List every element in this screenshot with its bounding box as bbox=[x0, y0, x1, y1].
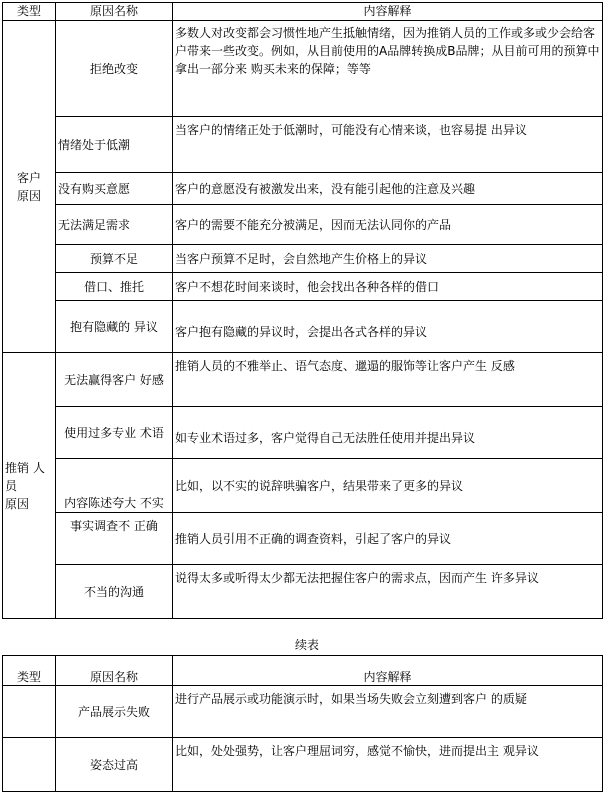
header-type: 类型 bbox=[3, 3, 56, 21]
table-row bbox=[3, 353, 603, 407]
reason-name: 预算不足 bbox=[56, 245, 173, 273]
reason-name: 没有购买意愿 bbox=[56, 173, 173, 205]
reason-name: 借口、推托 bbox=[56, 273, 173, 301]
header-desc: 内容解释 bbox=[173, 656, 603, 686]
reason-desc: 比如，处处强势，让客户理屈词穷，感觉不愉快，进而提出主 观异议 bbox=[173, 738, 603, 792]
reason-desc: 多数人对改变都会习惯性地产生抵触情绪，因为推销人员的工作或多或少会给客户带来一些改变。例如，从目前使用的A品牌转换成B品牌；从目前可用的预算中拿出一部分来 购买未来的保障；等等 bbox=[173, 21, 603, 117]
table-row bbox=[3, 513, 603, 565]
table-row bbox=[3, 273, 603, 301]
reason-desc: 推销人员引用不正确的调查资料，引起了客户的异议 bbox=[173, 513, 603, 565]
reason-desc: 客户的需要不能充分被满足，因而无法认同你的产品 bbox=[173, 205, 603, 245]
reason-name: 产品展示失败 bbox=[56, 686, 173, 738]
reason-name: 情绪处于低潮 bbox=[56, 117, 173, 173]
header-name: 原因名称 bbox=[56, 656, 173, 686]
table-row bbox=[3, 459, 603, 513]
reason-name: 抱有隐藏的 异议 bbox=[56, 301, 173, 353]
reason-name: 无法赢得客户 好感 bbox=[56, 353, 173, 407]
reason-name: 使用过多专业 术语 bbox=[56, 407, 173, 459]
reason-name: 拒绝改变 bbox=[56, 21, 173, 117]
reason-desc: 客户不想花时间来谈时，他会找出各种各样的借口 bbox=[173, 273, 603, 301]
table-row bbox=[3, 245, 603, 273]
reason-desc: 客户抱有隐藏的异议时，会提出各式各样的异议 bbox=[173, 301, 603, 353]
continued-label: 续表 bbox=[294, 638, 319, 652]
reason-desc: 如专业术语过多，客户觉得自己无法胜任使用并提出异议 bbox=[173, 407, 603, 459]
table-row bbox=[3, 21, 603, 117]
reason-desc: 进行产品展示或功能演示时，如果当场失败会立刻遭到客户 的质疑 bbox=[173, 686, 603, 738]
group-type-salesperson: 推销 人员 原因 bbox=[3, 353, 56, 619]
table-row bbox=[3, 686, 603, 738]
group-type-customer: 客户 原因 bbox=[3, 21, 56, 353]
reason-type bbox=[3, 738, 56, 792]
reason-desc: 比如，以不实的说辞哄骗客户，结果带来了更多的异议 bbox=[173, 459, 603, 513]
table-row bbox=[3, 173, 603, 205]
table-row bbox=[3, 117, 603, 173]
table-header-row bbox=[3, 656, 603, 686]
header-name: 原因名称 bbox=[56, 3, 173, 21]
reason-desc: 当客户预算不足时，会自然地产生价格上的异议 bbox=[173, 245, 603, 273]
reason-desc: 客户的意愿没有被激发出来，没有能引起他的注意及兴趣 bbox=[173, 173, 603, 205]
reasons-table bbox=[2, 2, 603, 619]
reason-desc: 推销人员的不雅举止、语气态度、邋遢的服饰等让客户产生 反感 bbox=[173, 353, 603, 407]
reason-name: 事实调查不 正确 bbox=[56, 513, 173, 565]
table-header-row bbox=[3, 3, 603, 21]
table-row bbox=[3, 301, 603, 353]
reason-desc: 当客户的情绪正处于低潮时，可能没有心情来谈，也容易提 出异议 bbox=[173, 117, 603, 173]
table-row bbox=[3, 407, 603, 459]
table-row bbox=[3, 205, 603, 245]
reason-name: 无法满足需求 bbox=[56, 205, 173, 245]
table-row bbox=[3, 565, 603, 619]
table-row bbox=[3, 738, 603, 792]
header-type: 类型 bbox=[3, 656, 56, 686]
reason-type bbox=[3, 686, 56, 738]
reason-name: 内容陈述夸大 不实 bbox=[56, 459, 173, 513]
reason-name: 姿态过高 bbox=[56, 738, 173, 792]
reasons-table-continued bbox=[2, 655, 603, 792]
header-desc: 内容解释 bbox=[173, 3, 603, 21]
reason-desc: 说得太多或听得太少都无法把握住客户的需求点，因而产生 许多异议 bbox=[173, 565, 603, 619]
reason-name: 不当的沟通 bbox=[56, 565, 173, 619]
